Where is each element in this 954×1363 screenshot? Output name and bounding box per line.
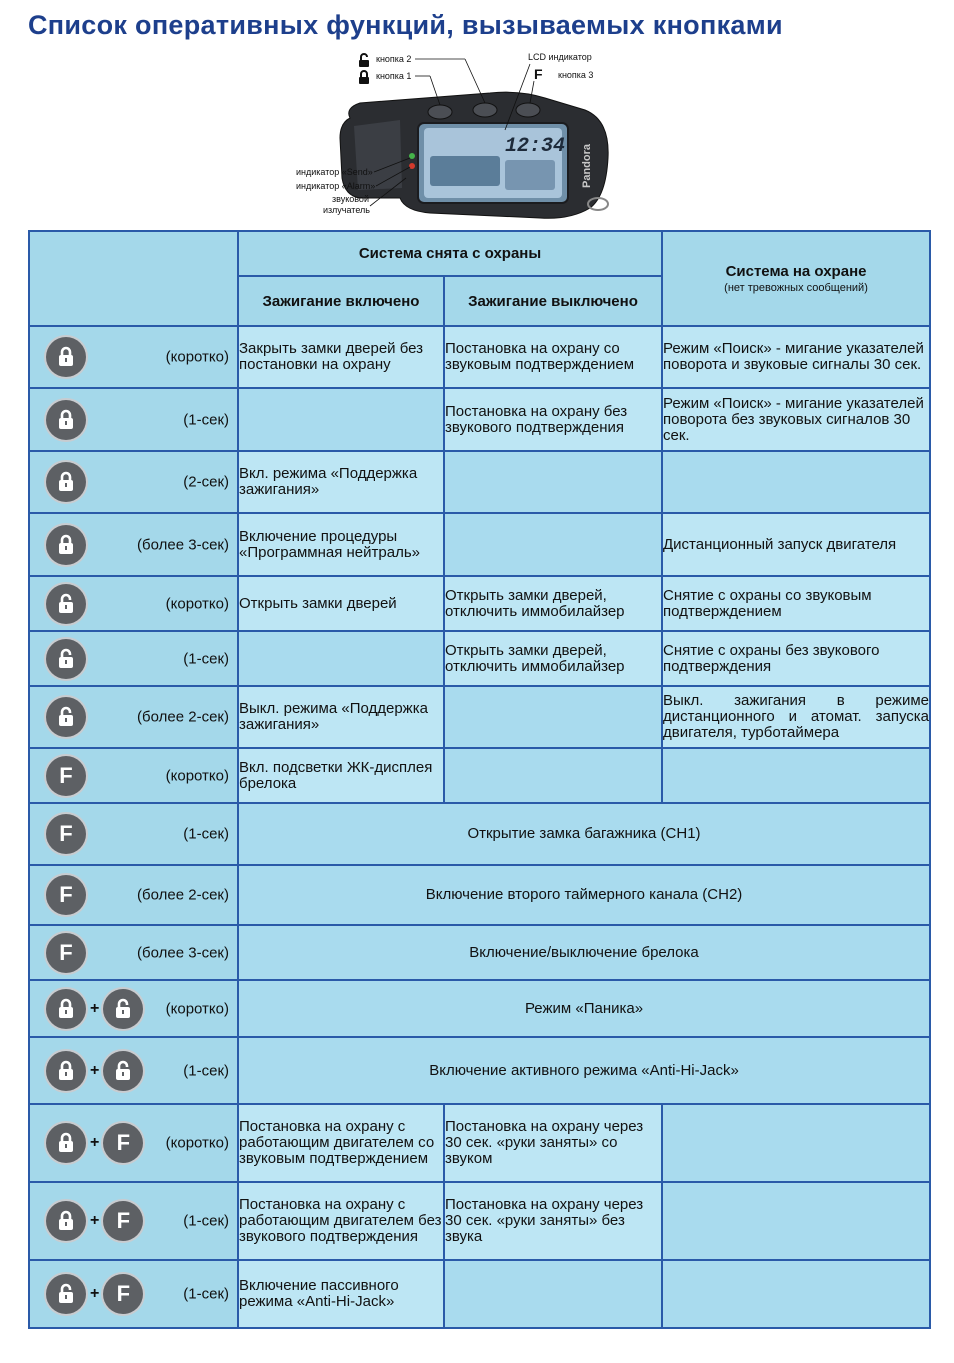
press-duration: (коротко) [165,595,229,612]
function-ignition-off: Открыть замки дверей, отключить иммобилайзер [444,631,662,686]
table-row [29,925,930,980]
function-armed [662,1260,930,1328]
button-combo-cell [29,1037,238,1104]
lock-icon [46,462,86,502]
button-combo-cell [29,1260,238,1328]
table-row [29,1104,930,1182]
button-combo-cell [29,631,238,686]
press-duration: (коротко) [165,1134,229,1152]
function-ignition-on: Закрыть замки дверей без постановки на охрану [238,326,444,388]
svg-text:LCD индикатор: LCD индикатор [528,52,592,62]
function-armed: Режим «Поиск» - мигание указателей поворота без звуковых сигналов 30 сек. [662,388,930,451]
function-armed [662,451,930,513]
function-ignition-off: Постановка на охрану со звуковым подтверждением [444,326,662,388]
function-ignition-on: Постановка на охрану с работающим двигателем со звуковым подтверждением [238,1104,444,1182]
key-fob-illustration [290,48,630,223]
header-armed: Система на охране (нет тревожных сообщений) [662,231,930,326]
button-combo-cell [29,513,238,576]
function-ignition-off: Постановка на охрану без звукового подтверждения [444,388,662,451]
button-combo-cell [29,326,238,388]
function-armed: Снятие с охраны со звуковым подтверждением [662,576,930,631]
function-ignition-on: Вкл. режима «Поддержка зажигания» [238,451,444,513]
function-ignition-off [444,513,662,576]
function-ignition-off [444,1260,662,1328]
f-button-icon: F [46,875,86,915]
button-combo-cell [29,451,238,513]
svg-text:звуковой: звуковой [332,194,369,204]
function-all-modes: Включение второго таймерного канала (CH2) [238,865,930,925]
button-combo-cell [29,925,238,980]
function-ignition-off: Постановка на охрану через 30 сек. «руки заняты» со звуком [444,1104,662,1182]
table-row [29,326,930,388]
plus-sign: + [90,999,100,1017]
svg-text:индикатор «Alarm»: индикатор «Alarm» [296,181,376,191]
button-combo-cell [29,1182,238,1260]
lock-icon [46,337,86,377]
button-combo-cell [29,576,238,631]
plus-sign: + [90,1134,100,1151]
button-combo-cell [29,980,238,1037]
function-armed: Выкл. зажигания в режиме дистанционного и атомат. запуска двигателя, турботаймера [662,686,930,748]
plus-sign: + [90,1285,100,1302]
function-armed [662,1182,930,1260]
page-title: Список оперативных функций, вызываемых кнопками [28,10,783,40]
function-armed [662,1104,930,1182]
table-row [29,513,930,576]
button-combo-cell [29,686,238,748]
unlock-icon [103,1051,143,1091]
press-duration: (более 3-сек) [137,944,229,961]
table-row [29,1037,930,1104]
function-all-modes: Включение активного режима «Anti-Hi-Jack» [238,1037,930,1104]
function-all-modes: Включение/выключение брелока [238,925,930,980]
lock-icon [46,1123,86,1163]
lock-small-icon [359,71,369,84]
function-ignition-on: Постановка на охрану с работающим двигателем без звукового подтверждения [238,1182,444,1260]
function-ignition-on: Включение пассивного режима «Anti-Hi-Jack» [238,1260,444,1328]
table-row [29,748,930,803]
function-ignition-on [238,631,444,686]
press-duration: (1-сек) [183,411,229,428]
unlock-icon [46,639,86,679]
press-duration: (коротко) [165,1000,229,1017]
f-button-icon: F [46,756,86,796]
button-combo-cell [29,388,238,451]
press-duration: (1-сек) [183,1212,229,1230]
f-button-icon: F [103,1274,143,1314]
plus-sign: + [90,1061,100,1079]
press-duration: (более 3-сек) [137,536,229,553]
table-row [29,865,930,925]
function-armed [662,748,930,803]
function-ignition-off: Постановка на охрану через 30 сек. «руки заняты» без звука [444,1182,662,1260]
table-row [29,451,930,513]
function-ignition-off [444,748,662,803]
header-ignition-on: Зажигание включено [238,276,444,326]
button-combo-cell [29,865,238,925]
table-row [29,1182,930,1260]
table-row [29,803,930,865]
function-ignition-on: Выкл. режима «Поддержка зажигания» [238,686,444,748]
fob-brand: Pandora [581,143,593,188]
plus-sign: + [90,1212,100,1229]
table-row [29,1260,930,1328]
function-armed: Снятие с охраны без звукового подтверждения [662,631,930,686]
unlock-icon [46,1274,86,1314]
function-ignition-on: Открыть замки дверей [238,576,444,631]
lock-icon [46,525,86,565]
lock-icon [46,1201,86,1241]
function-ignition-off [444,686,662,748]
table-row [29,388,930,451]
lock-small-icon [359,54,369,67]
button-combo-cell [29,1104,238,1182]
lock-icon [46,1051,86,1091]
svg-text:кнопка 2: кнопка 2 [376,54,412,64]
f-button-icon: F [103,1201,143,1241]
function-ignition-on: Вкл. подсветки ЖК-дисплея брелока [238,748,444,803]
table-row [29,686,930,748]
unlock-icon [103,989,143,1029]
f-button-icon: F [46,933,86,973]
f-button-icon: F [46,814,86,854]
f-button-icon: F [103,1123,143,1163]
svg-text:излучатель: излучатель [323,205,370,215]
fob-button-3 [516,103,540,117]
f-letter-label: F [534,66,543,82]
svg-text:кнопка 1: кнопка 1 [376,71,412,81]
function-armed: Режим «Поиск» - мигание указателей поворота и звуковые сигналы 30 сек. [662,326,930,388]
table-row [29,980,930,1037]
unlock-icon [46,697,86,737]
header-disarmed: Система снята с охраны [238,231,662,276]
function-ignition-off [444,451,662,513]
lock-icon [46,400,86,440]
press-duration: (1-сек) [183,650,229,667]
press-duration: (коротко) [165,348,229,366]
table-row [29,631,930,686]
function-armed: Дистанционный запуск двигателя [662,513,930,576]
unlock-icon [46,584,86,624]
table-row [29,576,930,631]
button-combo-cell [29,748,238,803]
press-duration: (2-сек) [183,473,229,491]
fob-lcd-time: 12:34 [505,135,566,158]
press-duration: (1-сек) [183,825,229,843]
header-corner [29,231,238,326]
svg-text:индикатор «Send»: индикатор «Send» [296,167,373,177]
function-ignition-on [238,388,444,451]
press-duration: (1-сек) [183,1062,229,1079]
function-all-modes: Открытие замка багажника (CH1) [238,803,930,865]
header-ignition-off: Зажигание выключено [444,276,662,326]
press-duration: (коротко) [165,767,229,784]
lock-icon [46,989,86,1029]
press-duration: (более 2-сек) [137,708,229,726]
function-ignition-on: Включение процедуры «Программная нейтраль» [238,513,444,576]
function-ignition-off: Открыть замки дверей, отключить иммобилайзер [444,576,662,631]
press-duration: (1-сек) [183,1285,229,1303]
function-all-modes: Режим «Паника» [238,980,930,1037]
functions-table [28,230,931,1329]
fob-button-1 [428,105,452,119]
button-combo-cell [29,803,238,865]
svg-text:кнопка 3: кнопка 3 [558,70,594,80]
fob-button-2 [473,103,497,117]
press-duration: (более 2-сек) [137,886,229,904]
